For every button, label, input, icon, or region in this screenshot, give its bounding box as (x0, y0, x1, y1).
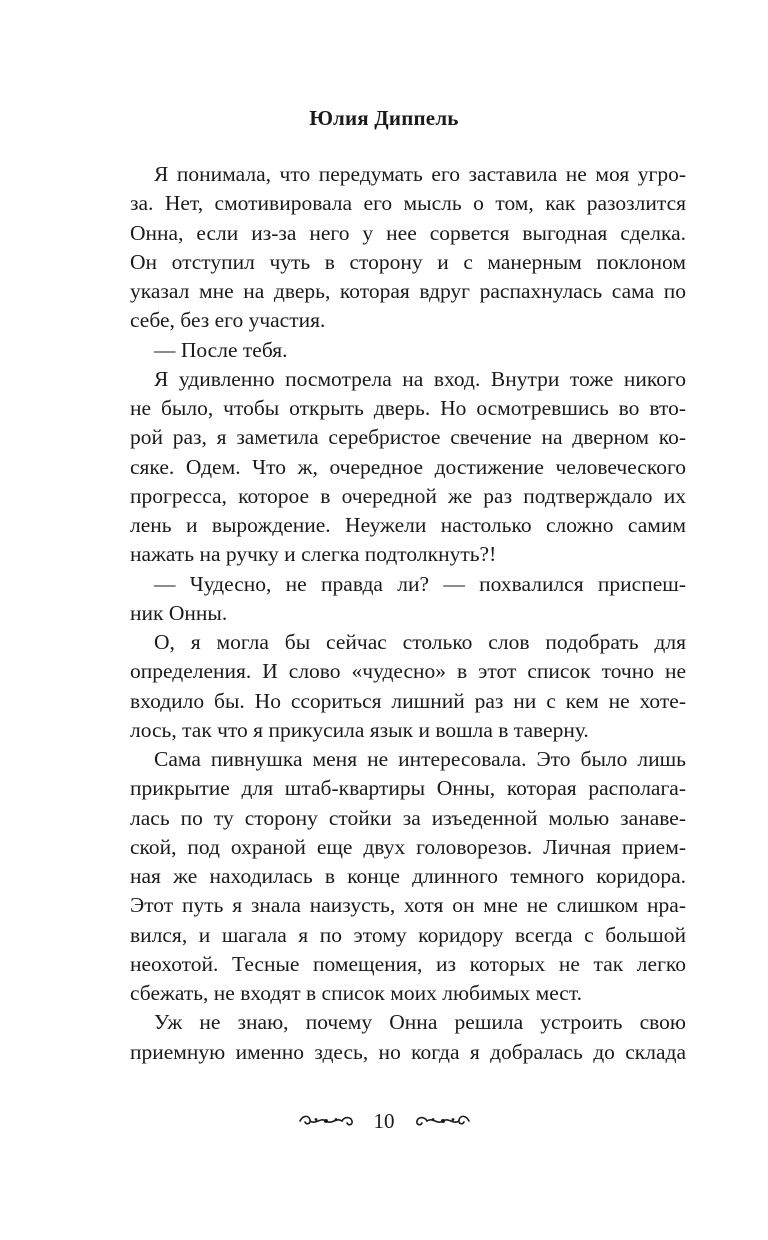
text-line: Он отступил чуть в сторону и с манерным поклоном (130, 249, 686, 274)
text-line: Уж не знаю, почему Онна решила устроить свою (154, 1010, 686, 1035)
text-line: приемную именно здесь, но когда я добралась до склада (130, 1039, 686, 1064)
text-line: входило бы. Но ссориться лишний раз ни с кем не хоте- (130, 688, 686, 713)
text-line: указал мне на дверь, которая вдруг распахнулась сама по (130, 279, 686, 303)
text-line: прикрытие для штаб-квартиры Онны, которая располага- (130, 776, 686, 801)
text-line: определения. И слово «чудесно» в этот список точно не (130, 659, 686, 684)
text-line: Сама пивнушка меня не интересовала. Это было лишь (154, 747, 686, 771)
text-line: нажать на ручку и слегка подтолкнуть?! (130, 542, 497, 567)
text-line: сяке. Одем. Что ж, очередное достижение человеческого (130, 454, 686, 479)
text-line: ской, под охраной еще двух головорезов. Личная прием- (130, 834, 686, 859)
page-footer (0, 1106, 768, 1136)
text-line: вился, и шагала я по этому коридору всегда с большой (130, 922, 686, 947)
text-line: себе, без его участия. (130, 308, 326, 333)
body-text (130, 160, 686, 1067)
text-line: не было, чтобы открыть дверь. Но осмотревшись во вто- (130, 396, 686, 420)
running-head-author: Юлия Диппель (309, 106, 459, 130)
text-line: лась по ту сторону стойки за изъеденной молью занаве- (130, 805, 686, 830)
text-line: Я удивленно посмотрела на вход. Внутри тоже никого (154, 366, 686, 391)
text-line: Онна, если из-за него у нее сорвется выгодная сделка. (130, 220, 686, 245)
flourish-left-icon (296, 1111, 356, 1131)
text-line: сбежать, не входят в список моих любимых мест. (130, 981, 583, 1005)
page-number: 10 (373, 1108, 395, 1133)
text-line: ная же находилась в конце длинного темного коридора. (130, 864, 686, 888)
flourish-right-icon (413, 1111, 473, 1131)
text-line: — После тебя. (154, 337, 288, 362)
text-line: лось, так что я прикусила язык и вошла в таверну. (130, 717, 589, 742)
text-line: лень и вырождение. Неужели настолько сложно самим (130, 513, 686, 537)
text-line: рой раз, я заметила серебристое свечение на дверном ко- (130, 425, 686, 450)
text-line: прогресса, которое в очередной же раз подтверждало их (130, 483, 686, 508)
text-line: — Чудесно, не правда ли? — похвалился приспеш- (154, 571, 686, 596)
text-line: ник Онны. (130, 600, 228, 625)
text-line: Этот путь я знала наизусть, хотя он мне не слишком нра- (130, 893, 686, 918)
text-line: О, я могла бы сейчас столько слов подобрать для (154, 630, 686, 654)
text-line: Я понимала, что передумать его заставила не моя угро- (154, 162, 686, 186)
text-line: за. Нет, смотивировала его мысль о том, как разозлится (130, 191, 686, 216)
text-line: неохотой. Тесные помещения, из которых не так легко (130, 951, 686, 976)
